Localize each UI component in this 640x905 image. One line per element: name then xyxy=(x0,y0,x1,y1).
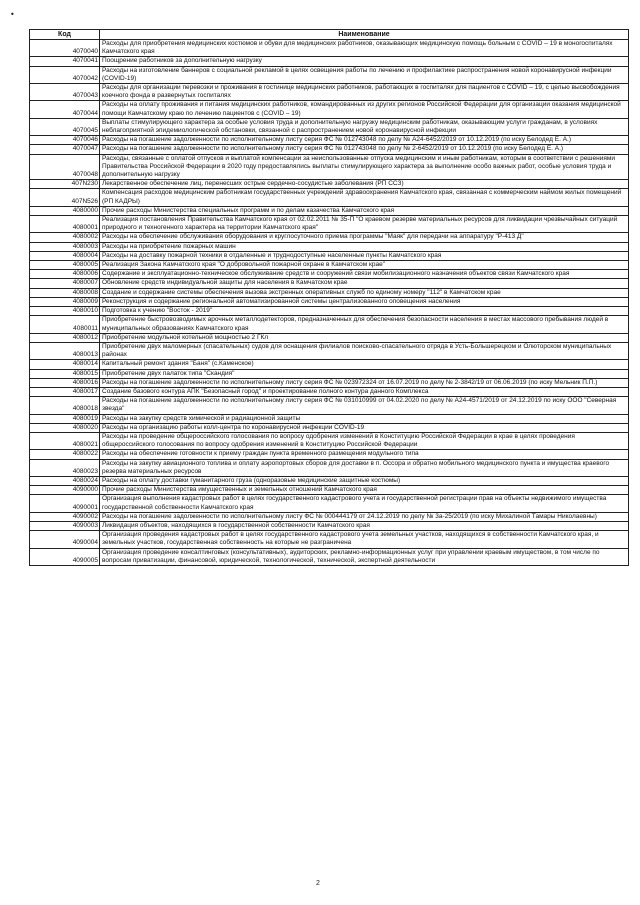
row-code: 407N230 xyxy=(30,180,100,189)
row-name: Расходы для организации перевозки и проживания в гостинице медицинских работников, работающих в госпиталях для пациентов с COVID – 19, с целью высвобождения коечного фонда в развернутых госпиталях xyxy=(100,84,629,101)
table-row xyxy=(30,450,629,459)
row-name: Приобретение двух маломерных (спасательных) судов для оснащения филиалов поисково-спасательного отряда в Усть-Большерецком и Олюторском муниципальных районах xyxy=(100,342,629,359)
table-row xyxy=(30,297,629,306)
row-code: 4080022 xyxy=(30,450,100,459)
table-row xyxy=(30,531,629,548)
table-row xyxy=(30,279,629,288)
table-row xyxy=(30,288,629,297)
table-row xyxy=(30,360,629,369)
row-name: Капитальный ремонт здания "Баня" (с.Каменское) xyxy=(100,360,629,369)
row-name: Расходы на обеспечение готовности к приему граждан пункта временного размещения модульного типа xyxy=(100,450,629,459)
row-name: Организация проведение консалтинговых (консультативных), аудиторских, рекламно-информационных услуг при управлении краевым имуществом, в том числе по вопросам приватизации, финансовой, юридической, технологической, технической, экспертной деятельности xyxy=(100,548,629,565)
row-code: 4080001 xyxy=(30,216,100,233)
row-name: Расходы на изготовление баннеров с социальной рекламой в целях освещения работы по лечению и профилактике распространения новой коронавирусной инфекции (COVID-19) xyxy=(100,66,629,83)
table-row xyxy=(30,486,629,495)
row-code: 4080019 xyxy=(30,414,100,423)
table-row xyxy=(30,251,629,260)
table-row xyxy=(30,180,629,189)
row-name: Ликвидация объектов, находящихся в государственной собственности Камчатского края xyxy=(100,521,629,530)
row-code: 4070047 xyxy=(30,145,100,154)
row-code: 4090001 xyxy=(30,495,100,512)
table-row xyxy=(30,414,629,423)
row-code: 4080016 xyxy=(30,378,100,387)
row-name: Расходы на обеспечение обслуживания оборудования и круглосуточного приема программы "Маяк" для передачи на аппаратуру "Р-413 Д" xyxy=(100,233,629,242)
row-code: 4090000 xyxy=(30,486,100,495)
table-row xyxy=(30,154,629,180)
row-code: 4080009 xyxy=(30,297,100,306)
row-name: Создание и содержание системы обеспечения вызова экстренных оперативных служб по единому номеру "112" в Камчатском крае xyxy=(100,288,629,297)
row-code: 4070042 xyxy=(30,66,100,83)
row-name: Приобретение модульной котельной мощностью 2 ГКл xyxy=(100,333,629,342)
row-code: 4080024 xyxy=(30,476,100,485)
row-name: Расходы для приобретения медицинских костюмов и обуви для медицинских работников, оказывающих медицинскую помощь больным с COVID – 19 в моногоспиталях Камчатского края xyxy=(100,40,629,57)
row-code: 4080023 xyxy=(30,459,100,476)
row-code: 4080014 xyxy=(30,360,100,369)
table-row xyxy=(30,189,629,206)
table-row xyxy=(30,118,629,135)
table-row xyxy=(30,307,629,316)
row-code: 4080010 xyxy=(30,307,100,316)
table-row xyxy=(30,342,629,359)
table-row xyxy=(30,136,629,145)
row-code: 4080004 xyxy=(30,251,100,260)
table-row xyxy=(30,423,629,432)
row-code: 4080015 xyxy=(30,369,100,378)
row-code: 4090003 xyxy=(30,521,100,530)
table-row xyxy=(30,378,629,387)
row-code: 4070046 xyxy=(30,136,100,145)
row-name: Прочие расходы Министерства специальных программ и по делам казачества Камчатского края xyxy=(100,206,629,215)
page-number: 2 xyxy=(316,880,320,887)
row-code: 4080020 xyxy=(30,423,100,432)
row-code: 4080003 xyxy=(30,242,100,251)
table-row xyxy=(30,512,629,521)
header-name: Наименование xyxy=(100,30,629,40)
row-name: Расходы на приобретение пожарных машин xyxy=(100,242,629,251)
row-name: Расходы на проведение общероссийского голосования по вопросу одобрения изменений в Конституцию Российской Федерации в крае в целях проведения общероссийского голосования по вопросу одобрения изменений в Конституцию Российской Федерации xyxy=(100,432,629,449)
table-row xyxy=(30,261,629,270)
row-name: Компенсация расходов медицинским работникам государственных учреждений здравоохранения Камчатского края, связанная с коммерческим наймом жилых помещений (РП КАДРЫ) xyxy=(100,189,629,206)
table-row xyxy=(30,40,629,57)
row-code: 4090005 xyxy=(30,548,100,565)
row-code: 4070045 xyxy=(30,118,100,135)
row-code: 4080008 xyxy=(30,288,100,297)
row-name: Поощрение работников за дополнительную нагрузку xyxy=(100,57,629,66)
row-code: 4070044 xyxy=(30,101,100,118)
table-row xyxy=(30,233,629,242)
table-row xyxy=(30,216,629,233)
corner-mark: • xyxy=(10,10,15,19)
row-name: Организация выполнения кадастровых работ в целях государственного кадастрового учета и государственной регистрации прав на объекты недвижимого имущества государственной собственности Камчатского края xyxy=(100,495,629,512)
table-row xyxy=(30,84,629,101)
table-row xyxy=(30,333,629,342)
table-row xyxy=(30,270,629,279)
row-name: Приобретение быстровозводимых арочных металлодетекторов, предназначенных для обеспечения безопасности населения в местах массового пребывания людей в муниципальных образованиях Камчатского края xyxy=(100,316,629,333)
row-code: 4090004 xyxy=(30,531,100,548)
row-name: Расходы на закупку средств химической и радиационной защиты xyxy=(100,414,629,423)
row-code: 4070041 xyxy=(30,57,100,66)
row-code: 4080007 xyxy=(30,279,100,288)
row-name: Реализация Закона Камчатского края "О добровольной пожарной охране в Камчатском крае" xyxy=(100,261,629,270)
table-row xyxy=(30,432,629,449)
row-name: Реализация постановления Правительства Камчатского края от 02.02.2011 № 35-П "О краевом резерве материальных ресурсов для ликвидации чрезвычайных ситуаций природного и техногенного характера на территории Камчатского края" xyxy=(100,216,629,233)
table-header-row xyxy=(30,30,629,40)
table-row xyxy=(30,57,629,66)
table-row xyxy=(30,206,629,215)
table-body xyxy=(30,40,629,566)
budget-code-table xyxy=(29,29,629,566)
row-name: Расходы на оплату доставки гуманитарного груза (одноразовые медицинские защитные костюмы) xyxy=(100,476,629,485)
row-code: 4080000 xyxy=(30,206,100,215)
row-name: Прочие расходы Министерства имущественных и земельных отношений Камчатского края xyxy=(100,486,629,495)
header-code: Код xyxy=(30,30,100,40)
table-row xyxy=(30,397,629,414)
row-name: Создание базового контура АПК "Безопасный город" и проектирование полного контура данного Комплекса xyxy=(100,387,629,396)
row-code: 4080012 xyxy=(30,333,100,342)
row-code: 4080006 xyxy=(30,270,100,279)
table-row xyxy=(30,369,629,378)
row-code: 4090002 xyxy=(30,512,100,521)
row-code: 407N526 xyxy=(30,189,100,206)
row-code: 4080021 xyxy=(30,432,100,449)
row-name: Выплаты стимулирующего характера за особые условия труда и дополнительную нагрузку медицинским работникам, оказывающим услуги гражданам, в условиях неблагоприятной эпидемиологической обстановки, связанной с распространением новой коронавирусной инфекции xyxy=(100,118,629,135)
row-code: 4080002 xyxy=(30,233,100,242)
table-row xyxy=(30,459,629,476)
table-row xyxy=(30,316,629,333)
row-name: Расходы, связанные с оплатой отпусков и выплатой компенсации за неиспользованные отпуска медицинским и иным работникам, которым в соответствии с решениями Правительства Российской Федерации в 2020 году предоставлялись выплаты стимулирующего характера за выполнение особо важных работ, особые условия труда и дополнительную нагрузку xyxy=(100,154,629,180)
table-row xyxy=(30,66,629,83)
row-code: 4080005 xyxy=(30,261,100,270)
row-name: Расходы на погашение задолженности по исполнительному листу серия ФС № 031010999 от 04.02.2020 по делу № А24-4571/2019 от 24.12.2019 по иску ООО "Северная звезда" xyxy=(100,397,629,414)
row-name: Расходы на организацию работы колл-центра по коронавирусной инфекции COVID-19 xyxy=(100,423,629,432)
row-name: Подготовка к учению "Восток - 2019" xyxy=(100,307,629,316)
row-code: 4080011 xyxy=(30,316,100,333)
row-code: 4070040 xyxy=(30,40,100,57)
row-name: Приобретение двух палаток типа "Скандия" xyxy=(100,369,629,378)
row-name: Расходы на погашение задолженности по исполнительному листу серия ФС № 012743048 по делу № 2-6452/2019 от 10.12.2019 (по иску Белодед Е. А.) xyxy=(100,145,629,154)
row-name: Расходы на погашение задолженности по исполнительному листу серия ФС № 023972324 от 16.07.2019 по делу № 2-3842/19 от 06.06.2019 (по иску Мельник П.П.) xyxy=(100,378,629,387)
table-row xyxy=(30,101,629,118)
row-name: Расходы на погашение задолженности по исполнительному листу серия ФС № 012743048 по делу № А24-6452/2019 от 10.12.2019 (по иску Белодед Е. А.) xyxy=(100,136,629,145)
row-code: 4070048 xyxy=(30,154,100,180)
row-name: Расходы на погашение задолженности по исполнительному листу ФС № 000444179 от 24.12.2019 по делу № 3а-25/2019 (по иску Михалиной Тамары Николаевны) xyxy=(100,512,629,521)
table-row xyxy=(30,476,629,485)
table-row xyxy=(30,145,629,154)
table-row xyxy=(30,242,629,251)
row-name: Расходы на оплату проживания и питания медицинских работников, командированных из других регионов Российской Федерации для организации оказания медицинской помощи Камчатскому краю по лечению пациентов с (COVID – 19) xyxy=(100,101,629,118)
table-row xyxy=(30,548,629,565)
row-name: Расходы на закупку авиационного топлива и оплату аэропортовых сборов для доставки в п. Оссора и обратно мобильного медицинского пункта и имущества краевого резерва материальных ресурсов xyxy=(100,459,629,476)
row-code: 4080013 xyxy=(30,342,100,359)
row-code: 4070043 xyxy=(30,84,100,101)
table-row xyxy=(30,495,629,512)
row-name: Лекарственное обеспечение лиц, перенесших острые сердечно-сосудистые заболевания (РП ССЗ) xyxy=(100,180,629,189)
table-row xyxy=(30,387,629,396)
row-name: Обновление средств индивидуальной защиты для населения в Камчатском крае xyxy=(100,279,629,288)
row-name: Содержание и эксплуатационно-техническое обслуживание средств и сооружений связи мобилизационного назначения объектов связи Камчатского края xyxy=(100,270,629,279)
table-row xyxy=(30,521,629,530)
row-name: Организация проведения кадастровых работ в целях государственного кадастрового учета земельных участков, находящихся в собственности Камчатского края, и земельных участков, государственная собственность на которые не разграничена xyxy=(100,531,629,548)
row-code: 4080017 xyxy=(30,387,100,396)
row-name: Расходы на доставку пожарной техники в отдаленные и труднодоступные населенные пункты Камчатского края xyxy=(100,251,629,260)
row-name: Реконструкция и содержание региональной автоматизированной системы централизованного оповещения населения xyxy=(100,297,629,306)
row-code: 4080018 xyxy=(30,397,100,414)
